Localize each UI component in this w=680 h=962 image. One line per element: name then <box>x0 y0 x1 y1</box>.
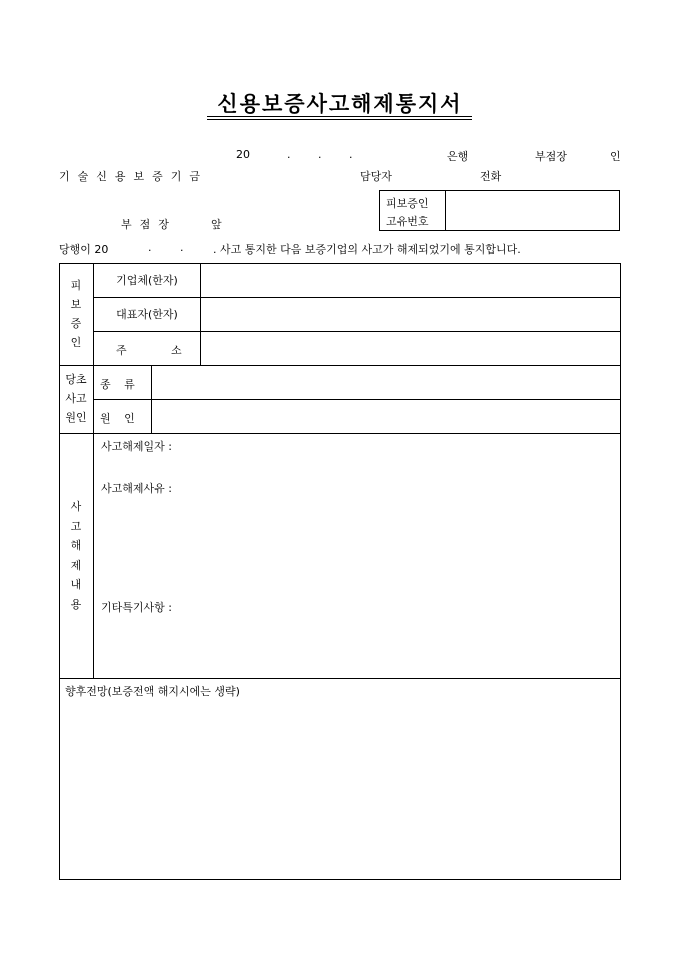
col-line-guarantor <box>200 263 201 365</box>
company-field[interactable] <box>202 265 619 296</box>
guarantee-id-value[interactable] <box>447 192 618 229</box>
original-cause-label: 당초 사고 원인 <box>65 373 87 424</box>
kind-field[interactable] <box>153 367 619 398</box>
cause-label: 원 인 <box>100 412 135 425</box>
representative-field[interactable] <box>202 299 619 330</box>
row-line-3 <box>59 365 621 366</box>
address-field[interactable] <box>202 333 619 364</box>
recipient-suffix: 앞 <box>211 218 222 231</box>
row-line-5 <box>59 433 621 434</box>
recipient-label: 부점장 <box>121 218 177 231</box>
guarantee-id-divider <box>445 190 446 231</box>
company-label: 기업체(한자) <box>116 274 178 287</box>
kind-label: 종 류 <box>100 378 135 391</box>
col-line-cause <box>151 365 152 433</box>
date-year-prefix: 20 <box>236 148 250 161</box>
page-title: 신용보증사고해제통지서 <box>217 91 463 116</box>
guarantor-section-label: 피 보 증 인 <box>70 279 82 349</box>
guarantee-id-label-1: 피보증인 <box>386 197 429 210</box>
date-dot-2: . <box>318 148 322 161</box>
notice-dot-2: . <box>180 241 184 254</box>
guarantee-id-label-2: 고유번호 <box>386 215 429 228</box>
release-reason-label: 사고해제사유 : <box>101 482 172 495</box>
manager-label: 부점장 <box>535 150 567 163</box>
release-section-label: 사 고 해 제 내 용 <box>70 500 82 611</box>
seal-label: 인 <box>610 150 621 163</box>
outlook-label: 향후전망(보증전액 해지시에는 생략) <box>65 685 240 698</box>
notice-prefix: 당행이 20 <box>59 243 109 256</box>
row-line-4 <box>93 399 621 400</box>
cause-field[interactable] <box>153 401 619 432</box>
row-line-2 <box>93 331 621 332</box>
title-underline-2 <box>207 119 472 120</box>
title-underline-1 <box>207 116 472 117</box>
staff-label: 담당자 <box>360 170 392 183</box>
row-line-6 <box>59 678 621 679</box>
bank-label: 은행 <box>447 150 469 163</box>
release-date-label: 사고해제일자 : <box>101 440 172 453</box>
notice-suffix: . 사고 통지한 다음 보증기업의 사고가 해제되었기에 통지합니다. <box>213 243 521 256</box>
address-label-1: 주 <box>116 344 127 357</box>
outlook-area[interactable] <box>61 700 619 878</box>
other-notes-label: 기타특기사항 : <box>101 601 172 614</box>
notice-dot-1: . <box>148 241 152 254</box>
fund-name: 기술신용보증기금 <box>59 170 209 183</box>
date-dot-3: . <box>349 148 353 161</box>
representative-label: 대표자(한자) <box>116 308 178 321</box>
date-dot-1: . <box>287 148 291 161</box>
address-label-2: 소 <box>171 344 182 357</box>
release-content-area[interactable] <box>95 435 619 676</box>
phone-label: 전화 <box>480 170 502 183</box>
